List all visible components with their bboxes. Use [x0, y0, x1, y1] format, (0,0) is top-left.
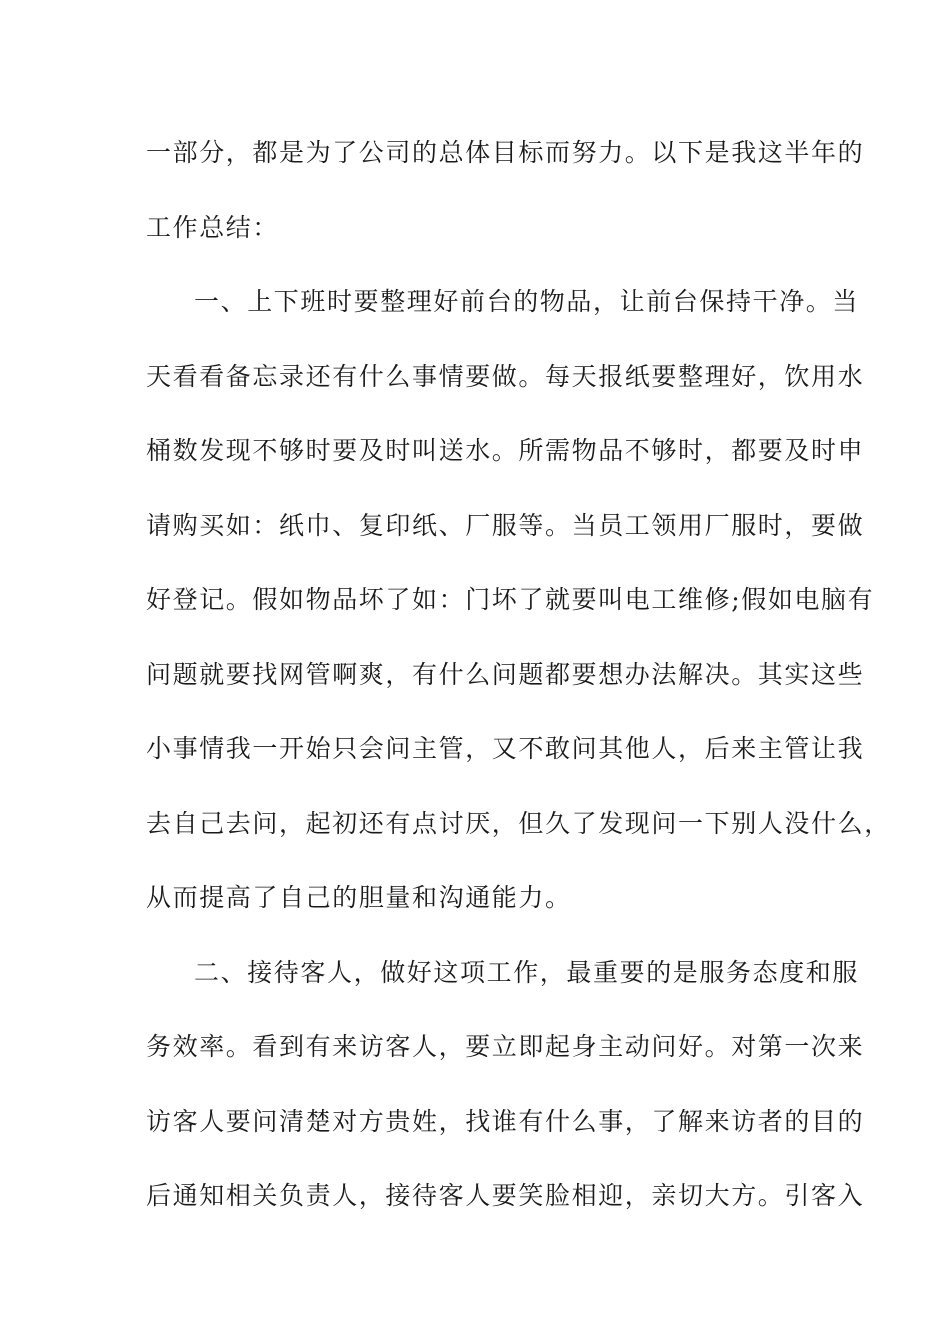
- text-line-5: 桶数发现不够时要及时叫送水。所需物品不够时，都要及时申: [146, 436, 865, 465]
- text-line-12: 二、接待客人，做好这项工作，最重要的是服务态度和服: [194, 957, 860, 987]
- text-line-1: 一部分，都是为了公司的总体目标而努力。以下是我这半年的: [146, 138, 865, 167]
- text-line-15: 后通知相关负责人，接待客人要笑脸相迎，亲切大方。引客入: [146, 1181, 865, 1210]
- text-line-2: 工作总结：: [146, 212, 280, 242]
- text-line-11: 从而提高了自己的胆量和沟通能力。: [146, 883, 572, 912]
- text-line-7: 好登记。假如物品坏了如：门坏了就要叫电工维修;假如电脑有: [146, 585, 875, 614]
- text-line-9: 小事情我一开始只会问主管，又不敢问其他人，后来主管让我: [146, 734, 865, 763]
- text-line-14: 访客人要问清楚对方贵姓，找谁有什么事，了解来访者的目的: [146, 1106, 865, 1136]
- text-line-4: 天看看备忘录还有什么事情要做。每天报纸要整理好，饮用水: [146, 361, 865, 391]
- text-line-6: 请购买如：纸巾、复印纸、厂服等。当员工领用厂服时，要做: [146, 510, 865, 540]
- document-body: [146, 127, 891, 1245]
- text-line-10: 去自己去问，起初还有点讨厌，但久了发现问一下别人没什么，: [146, 808, 891, 838]
- text-line-13: 务效率。看到有来访客人，要立即起身主动问好。对第一次来: [146, 1032, 865, 1061]
- text-line-3: 一、上下班时要整理好前台的物品，让前台保持干净。当: [194, 287, 860, 316]
- text-line-8: 问题就要找网管啊爽，有什么问题都要想办法解决。其实这些: [146, 659, 865, 689]
